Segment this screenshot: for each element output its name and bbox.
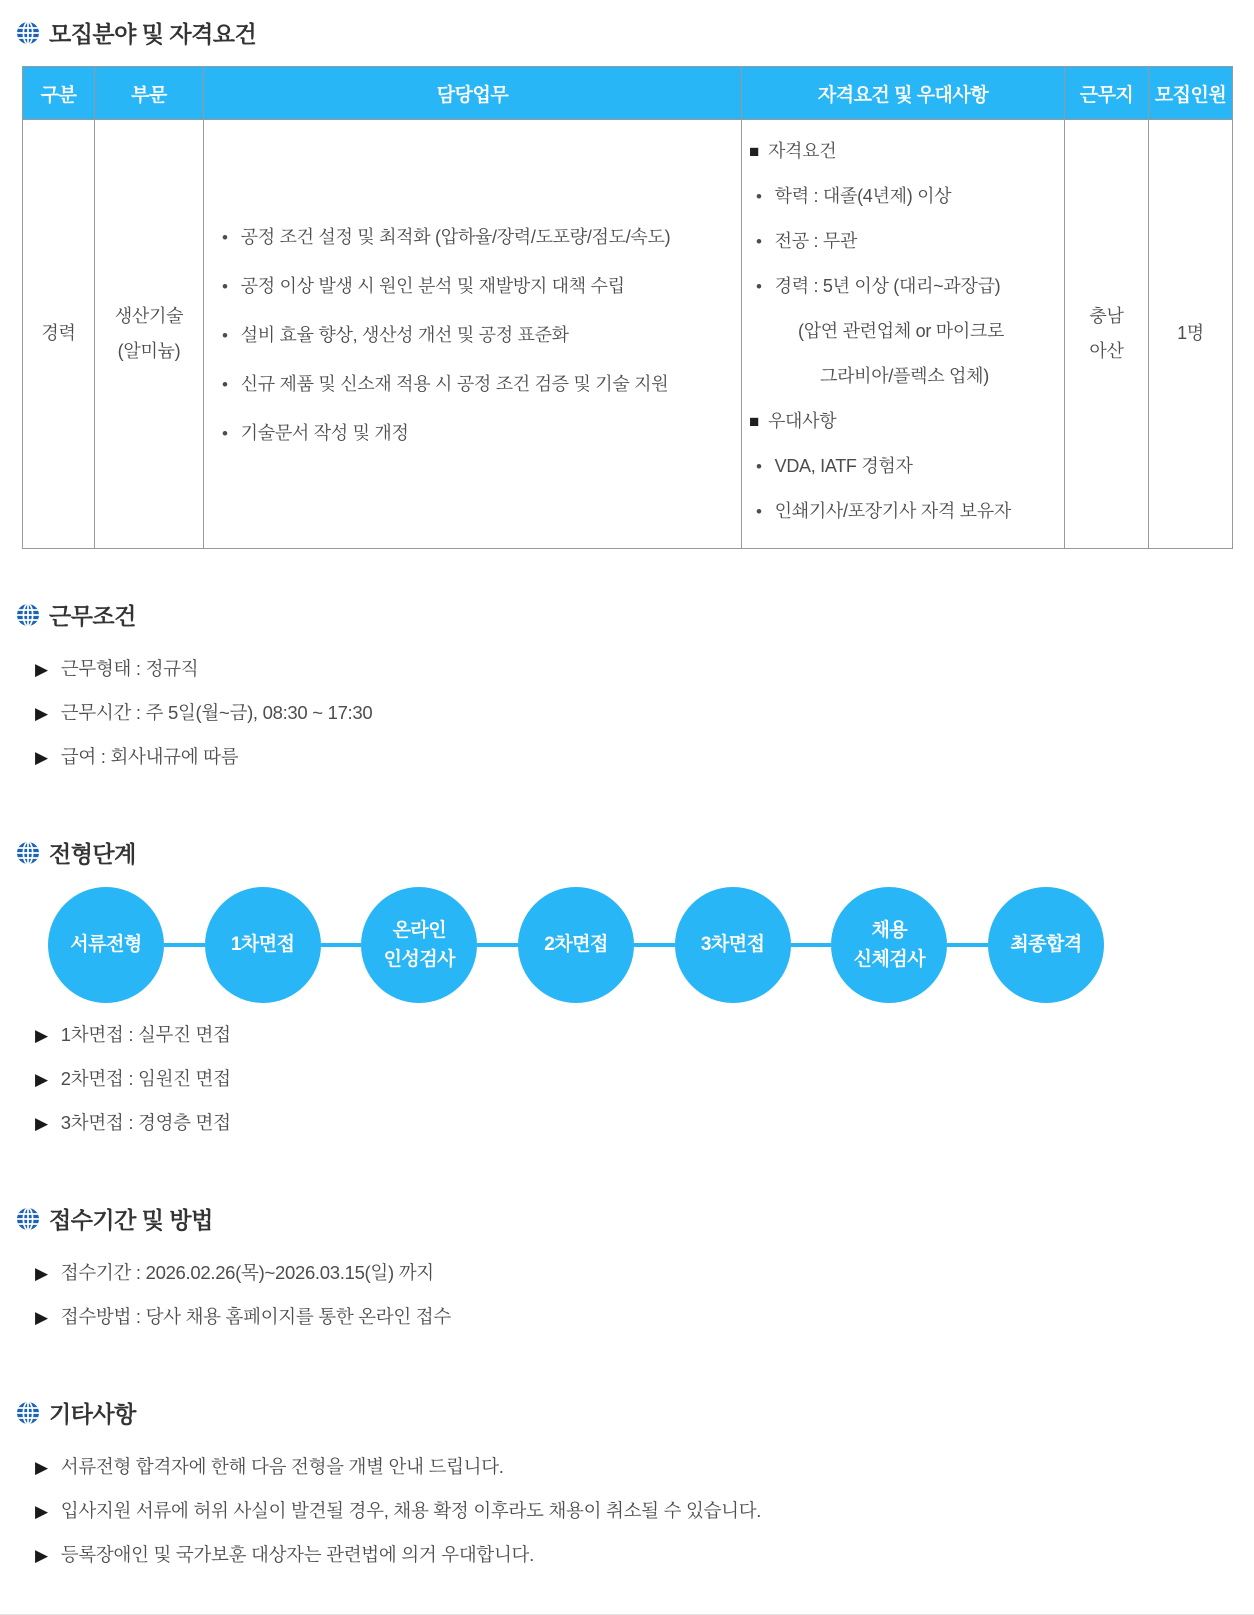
qualification-item: [756, 272, 1058, 298]
qualification-text: 경력 : 5년 이상 (대리~과장급): [774, 276, 1001, 296]
col-header-headcount: 모집인원: [1149, 67, 1233, 120]
step-label: 1차면접: [230, 934, 295, 956]
section-title-text: 모집분야 및 자격요건: [49, 21, 257, 47]
section-title-conditions: [16, 598, 1254, 631]
bullet-icon: •: [756, 187, 762, 206]
arrow-icon: ▶: [35, 1546, 48, 1565]
list-item: [35, 1259, 1254, 1285]
list-item: [35, 1541, 1254, 1567]
process-notes-list: [35, 1021, 1254, 1135]
arrow-icon: ▶: [35, 1114, 48, 1133]
globe-icon: [16, 841, 40, 865]
arrow-icon: ▶: [35, 1308, 48, 1327]
cell-category: 경력: [23, 120, 95, 549]
arrow-icon: ▶: [35, 704, 48, 723]
duty-item: [222, 223, 731, 249]
step-document-screening: [48, 887, 164, 1003]
arrow-icon: ▶: [35, 1502, 48, 1521]
step-online-personality-test: [361, 887, 477, 1003]
qualification-item: [756, 227, 1058, 253]
col-header-location: 근무지: [1065, 67, 1149, 120]
duty-item: [222, 370, 731, 396]
process-note-text: 3차면접 : 경영층 면접: [60, 1112, 231, 1133]
preference-text: VDA, IATF 경험자: [774, 456, 913, 476]
location-line1: 충남: [1089, 305, 1124, 326]
duty-text: 공정 이상 발생 시 원인 분석 및 재발방지 대책 수립: [240, 276, 625, 296]
conditions-list: [35, 655, 1254, 769]
qualification-text: 학력 : 대졸(4년제) 이상: [774, 186, 952, 206]
col-header-qualifications: 자격요건 및 우대사항: [742, 67, 1065, 120]
section-title-text: 접수기간 및 방법: [49, 1207, 213, 1233]
step-label: 온라인: [392, 919, 447, 941]
globe-icon: [16, 603, 40, 627]
step-connector: [634, 943, 675, 947]
location-line2: 아산: [1089, 341, 1124, 361]
step-connector: [791, 943, 832, 947]
process-note-text: 2차면접 : 임원진 면접: [60, 1068, 231, 1089]
section-title-etc: [16, 1396, 1254, 1429]
recruit-table-header-row: [23, 67, 1233, 120]
bullet-icon: •: [222, 277, 228, 296]
col-header-category: 구분: [23, 67, 95, 120]
duty-item: [222, 321, 731, 347]
globe-icon: [16, 1401, 40, 1425]
section-title-recruit: [16, 16, 1254, 49]
globe-icon: [16, 21, 40, 45]
step-connector: [947, 943, 988, 947]
apply-text: 접수기간 : 2026.02.26(목)~2026.03.15(일) 까지: [60, 1262, 434, 1283]
step-first-interview: [205, 887, 321, 1003]
bullet-icon: •: [222, 375, 228, 394]
bullet-icon: •: [756, 502, 762, 521]
globe-icon: [16, 1207, 40, 1231]
list-item: [35, 743, 1254, 769]
step-third-interview: [675, 887, 791, 1003]
preferences-heading-text: 우대사항: [767, 411, 837, 431]
duty-text: 설비 효율 향상, 생산성 개선 및 공정 표준화: [240, 325, 569, 345]
bullet-icon: •: [756, 277, 762, 296]
arrow-icon: ▶: [35, 660, 48, 679]
preference-item: [756, 497, 1058, 523]
list-item: [35, 1109, 1254, 1135]
step-label: 서류전형: [70, 934, 142, 956]
arrow-icon: ▶: [35, 1026, 48, 1045]
step-final-pass: [988, 887, 1104, 1003]
arrow-icon: ▶: [35, 1070, 48, 1089]
process-note-text: 1차면접 : 실무진 면접: [60, 1024, 231, 1045]
bullet-icon: •: [756, 232, 762, 251]
apply-list: [35, 1259, 1254, 1329]
duty-item: [222, 272, 731, 298]
qualifications-heading-text: 자격요건: [767, 141, 837, 161]
process-steps: [48, 887, 1104, 1003]
arrow-icon: ▶: [35, 1264, 48, 1283]
square-icon: ■: [749, 142, 759, 161]
step-label: 채용: [871, 919, 908, 941]
condition-text: 근무시간 : 주 5일(월~금), 08:30 ~ 17:30: [60, 702, 373, 723]
square-icon: ■: [749, 412, 759, 431]
list-item: [35, 1065, 1254, 1091]
list-item: [35, 1497, 1254, 1523]
preferences-heading: [749, 407, 1058, 433]
etc-list: [35, 1453, 1254, 1567]
duty-text: 기술문서 작성 및 개정: [240, 423, 409, 443]
list-item: [35, 1453, 1254, 1479]
cell-qualifications: [742, 120, 1065, 549]
bullet-icon: •: [222, 228, 228, 247]
bullet-icon: •: [222, 424, 228, 443]
step-label: 3차면접: [700, 934, 765, 956]
duty-text: 신규 제품 및 신소재 적용 시 공정 조건 검증 및 기술 지원: [240, 374, 669, 394]
step-medical-exam: [831, 887, 947, 1003]
step-label: 2차면접: [544, 934, 608, 956]
bottom-divider: [0, 1597, 1254, 1615]
list-item: [35, 699, 1254, 725]
recruit-table-row: [23, 120, 1233, 549]
preference-item: [756, 452, 1058, 478]
division-line2: (알미늄): [117, 341, 181, 361]
etc-text: 입사지원 서류에 허위 사실이 발견될 경우, 채용 확정 이후라도 채용이 취소될 수 있습니다.: [60, 1500, 762, 1521]
qualifications-heading: [749, 137, 1058, 163]
section-title-text: 기타사항: [49, 1401, 136, 1427]
step-second-interview: [518, 887, 634, 1003]
list-item: [35, 1021, 1254, 1047]
cell-duties: [204, 120, 742, 549]
recruit-table: [22, 66, 1233, 549]
duty-item: [222, 419, 731, 445]
condition-text: 급여 : 회사내규에 따름: [60, 746, 239, 767]
qualification-subtext: (압연 관련업체 or 마이크로: [798, 321, 1005, 341]
qualification-text: 전공 : 무관: [774, 231, 858, 251]
section-title-text: 전형단계: [49, 841, 136, 867]
list-item: [35, 655, 1254, 681]
etc-text: 등록장애인 및 국가보훈 대상자는 관련법에 의거 우대합니다.: [60, 1544, 534, 1565]
cell-division: [95, 120, 204, 549]
col-header-duties: 담당업무: [204, 67, 742, 120]
division-line1: 생산기술: [114, 305, 184, 326]
step-connector: [321, 943, 362, 947]
step-label: 신체검사: [853, 949, 926, 970]
section-title-text: 근무조건: [49, 603, 136, 629]
etc-text: 서류전형 합격자에 한해 다음 전형을 개별 안내 드립니다.: [60, 1456, 504, 1477]
cell-headcount: 1명: [1149, 120, 1233, 549]
step-label: 인성검사: [383, 949, 456, 970]
preference-text: 인쇄기사/포장기사 자격 보유자: [774, 501, 1011, 521]
arrow-icon: ▶: [35, 1458, 48, 1477]
qualification-subtext: 그라비아/플렉소 업체): [820, 366, 989, 386]
qualification-item: [756, 182, 1058, 208]
duty-text: 공정 조건 설정 및 최적화 (압하율/장력/도포량/점도/속도): [240, 227, 671, 247]
section-title-process: [16, 836, 1254, 869]
step-connector: [164, 943, 205, 947]
col-header-division: 부문: [95, 67, 204, 120]
bullet-icon: •: [756, 457, 762, 476]
section-title-apply: [16, 1202, 1254, 1235]
cell-location: [1065, 120, 1149, 549]
apply-text: 접수방법 : 당사 채용 홈페이지를 통한 온라인 접수: [60, 1306, 451, 1327]
bullet-icon: •: [222, 326, 228, 345]
step-connector: [477, 943, 518, 947]
list-item: [35, 1303, 1254, 1329]
step-label: 최종합격: [1010, 934, 1082, 956]
arrow-icon: ▶: [35, 748, 48, 767]
condition-text: 근무형태 : 정규직: [60, 658, 199, 679]
